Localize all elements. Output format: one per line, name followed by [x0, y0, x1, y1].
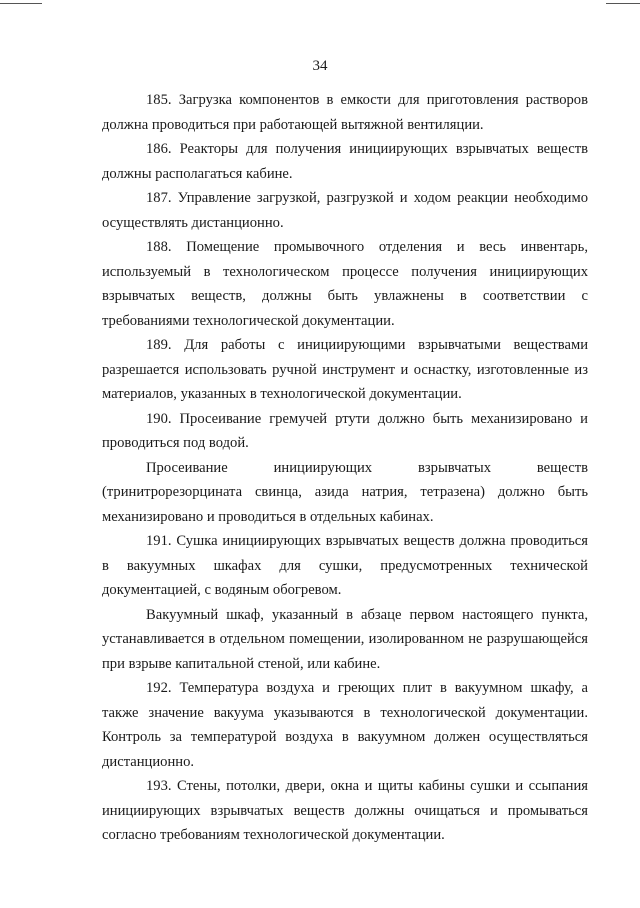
paragraph-193: 193. Стены, потолки, двери, окна и щиты кабины сушки и ссыпания инициирующих взрывчатых веществ должны очищаться и промываться согласно требованиям технологической документации. [102, 778, 588, 843]
paragraph-190: 190. Просеивание гремучей ртути должно быть механизировано и проводиться под водой. [102, 410, 588, 451]
document-body [102, 88, 588, 848]
paragraph-188: 188. Помещение промывочного отделения и весь инвентарь, используемый в технологическом процессе получения инициирующих взрывчатых веществ, должны быть увлажнены в соответствии с требованиями технологической документации. [102, 239, 588, 329]
paragraph-189: 189. Для работы с инициирующими взрывчатыми веществами разрешается использовать ручной инструмент и оснастку, изготовленные из материалов, указанных в технологической документации. [102, 337, 588, 402]
paragraph-192: 192. Температура воздуха и греющих плит в вакуумном шкафу, а также значение вакуума указываются в технологической документации. Контроль за температурой воздуха в вакуумном должен осуществляться дистанционно. [102, 680, 588, 770]
top-right-rule [606, 3, 640, 4]
top-left-rule [0, 3, 42, 4]
paragraph-190-sieving: Просеивание инициирующих взрывчатых веществ (тринитрорезорцината свинца, азида натрия, тетразена) должно быть механизировано и проводиться в отдельных кабинах. [102, 459, 588, 525]
paragraph-186: 186. Реакторы для получения инициирующих взрывчатых веществ должны располагаться кабине. [102, 141, 588, 182]
paragraph-191-vacuum-cabinet: Вакуумный шкаф, указанный в абзаце первом настоящего пункта, устанавливается в отдельном помещении, изолированном не разрушающейся при взрыве капитальной стеной, или кабине. [102, 606, 588, 672]
page-number: 34 [312, 58, 328, 74]
paragraph-191: 191. Сушка инициирующих взрывчатых веществ должна проводиться в вакуумных шкафах для сушки, предусмотренных технической документацией, с водяным обогревом. [102, 533, 588, 598]
paragraph-187: 187. Управление загрузкой, разгрузкой и ходом реакции необходимо осуществлять дистанционно. [102, 190, 588, 231]
paragraph-185: 185. Загрузка компонентов в емкости для приготовления растворов должна проводиться при работающей вытяжной вентиляции. [102, 92, 588, 133]
